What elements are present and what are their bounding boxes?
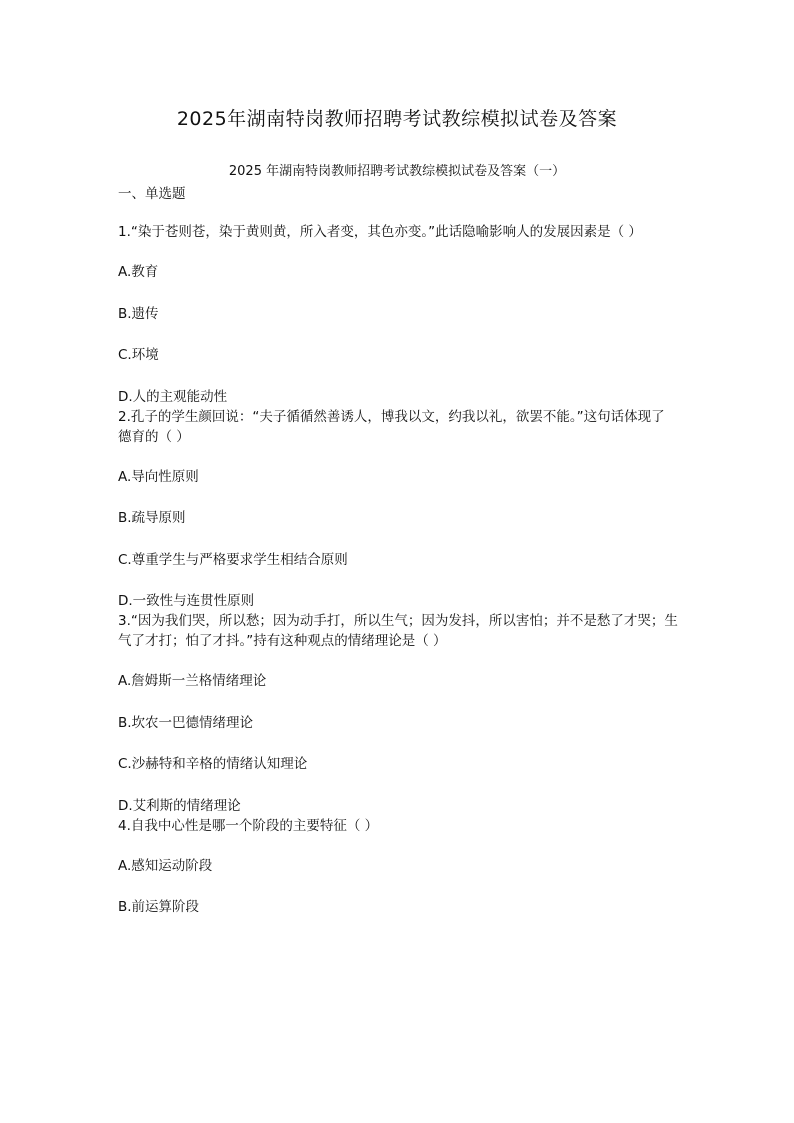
- option-a: A.感知运动阶段: [118, 857, 213, 874]
- option-b: B.遗传: [118, 305, 159, 322]
- option-b: B.坎农一巴德情绪理论: [118, 714, 254, 731]
- question-4: [118, 816, 678, 918]
- option-a: A.导向性原则: [118, 468, 199, 485]
- option-c: C.尊重学生与严格要求学生相结合原则: [118, 551, 348, 568]
- document-subtitle: 2025 年湖南特岗教师招聘考试教综模拟试卷及答案（一）: [228, 164, 566, 179]
- option-c: C.环境: [118, 347, 159, 363]
- question-stem: 4.自我中心性是哪一个阶段的主要特征（ ）: [118, 817, 379, 834]
- question-stem: 1.“染于苍则苍，染于黄则黄，所入者变，其色亦变。”此话隐喻影响人的发展因素是（ ）: [118, 224, 642, 240]
- question-list: [118, 222, 678, 917]
- option-d: D.艾利斯的情绪理论: [118, 797, 241, 814]
- option-d: D.人的主观能动性: [118, 388, 228, 405]
- option-d: D.一致性与连贯性原则: [118, 593, 255, 609]
- option-a: A.詹姆斯一兰格情绪理论: [118, 673, 267, 689]
- question-stem: 2.孔子的学生颜回说：“夫子循循然善诱人，博我以文，约我以礼，欲罢不能。”这句话体现了德育的（ ）: [118, 408, 665, 445]
- option-c: C.沙赫特和辛格的情绪认知理论: [118, 756, 308, 772]
- option-a: A.教育: [118, 264, 159, 280]
- option-b: B.疏导原则: [118, 510, 186, 526]
- question-3: [118, 611, 678, 816]
- question-1: [118, 222, 678, 407]
- question-2: [118, 407, 678, 612]
- option-b: B.前运算阶段: [118, 899, 200, 915]
- question-stem: 3.“因为我们哭，所以愁；因为动手打，所以生气；因为发抖，所以害怕；并不是愁了才哭；生气了才打；怕了才抖。”持有这种观点的情绪理论是（ ）: [118, 613, 678, 649]
- document-title: 2025年湖南特岗教师招聘考试教综模拟试卷及答案: [176, 108, 618, 130]
- section-heading: 一、单选题: [118, 186, 186, 202]
